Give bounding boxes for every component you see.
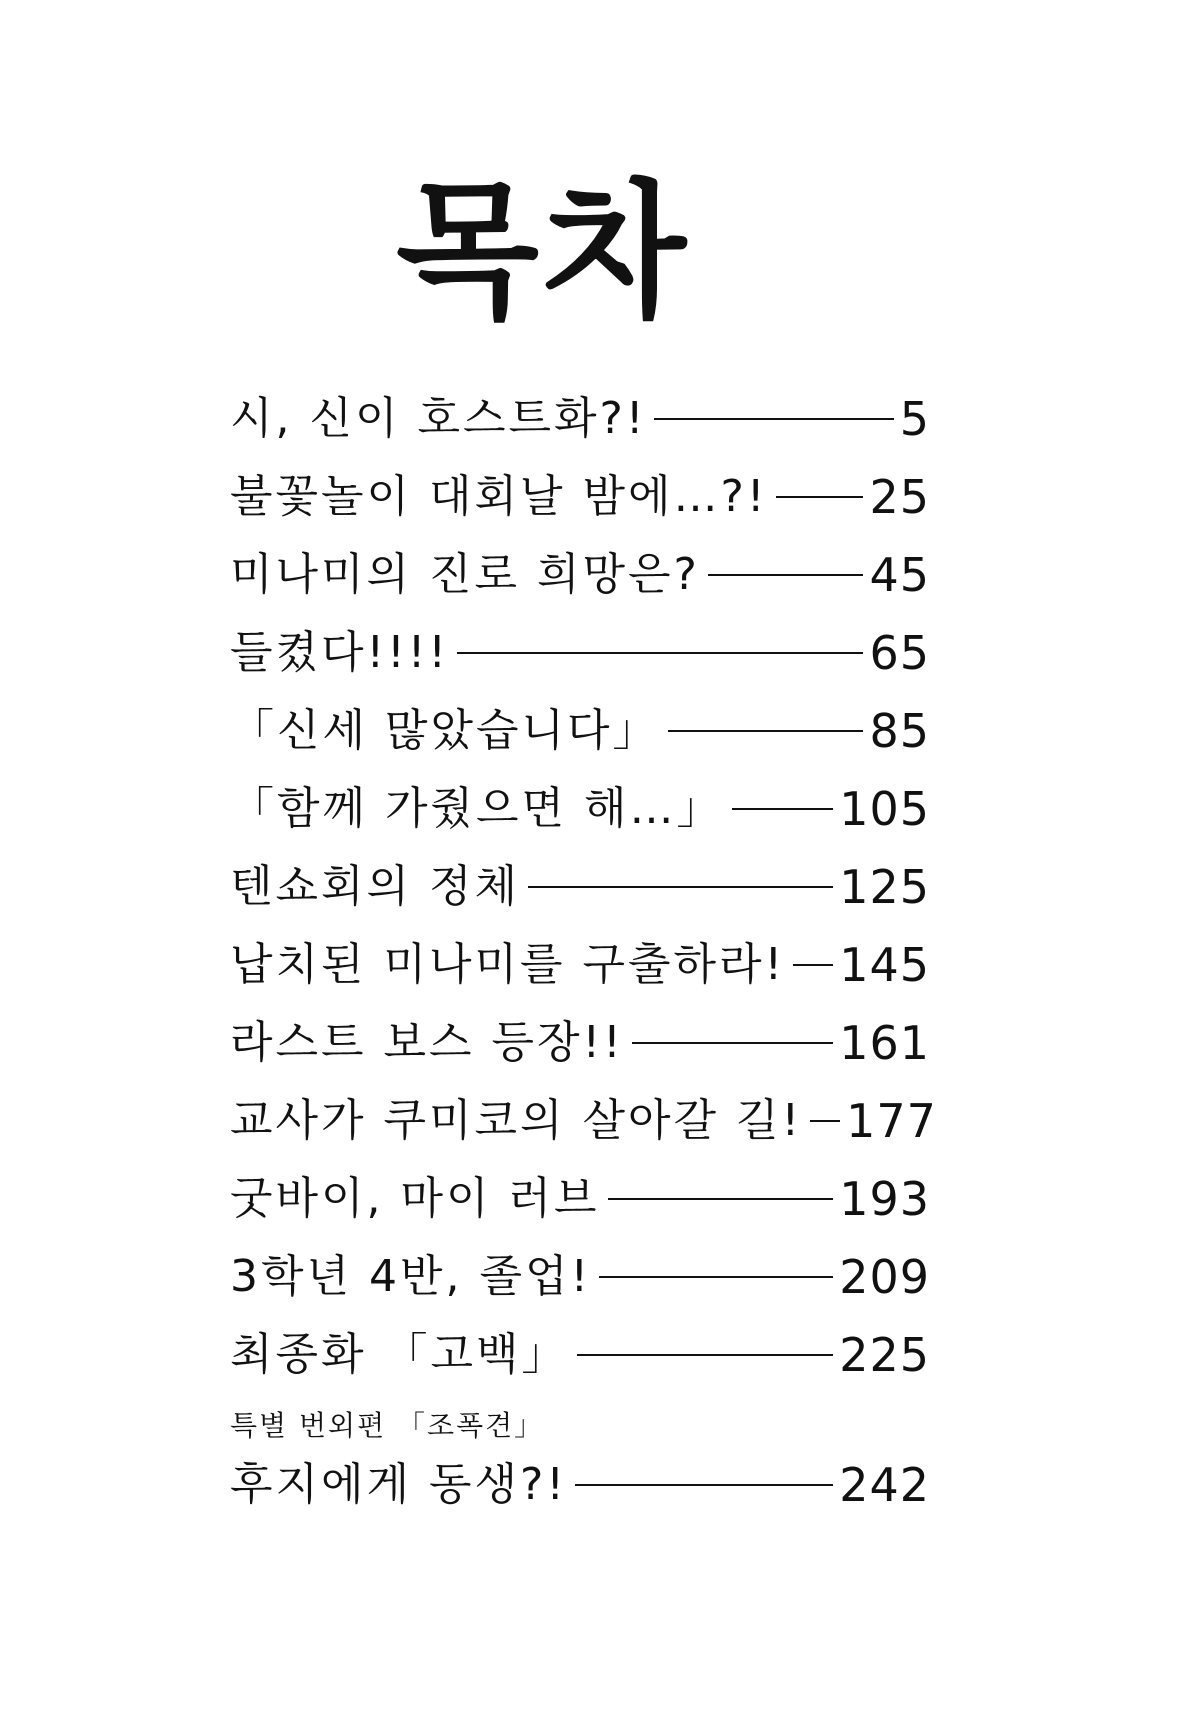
leader-line [668, 730, 864, 732]
leader-line [608, 1198, 834, 1200]
page-number: 45 [869, 548, 930, 602]
chapter-title: 들켰다!!!! [230, 627, 450, 678]
toc-entry[interactable] [230, 536, 930, 614]
page-number: 105 [839, 782, 930, 836]
chapter-title: 텐쇼회의 정체 [230, 861, 521, 912]
toc-entry[interactable] [230, 1082, 937, 1160]
leader-line [575, 1484, 833, 1486]
leader-line [732, 808, 834, 810]
page-number: 65 [869, 626, 930, 680]
toc-entry[interactable] [230, 614, 930, 692]
toc-entry[interactable] [230, 1004, 930, 1082]
page-number: 5 [899, 392, 930, 446]
chapter-title: 미나미의 진로 희망은? [230, 549, 700, 600]
leader-line [457, 652, 863, 654]
special-episode-label: 특별 번외편 「조폭견」 [230, 1409, 545, 1442]
page-number: 125 [839, 860, 930, 914]
page-number: 242 [839, 1458, 930, 1512]
leader-line [654, 418, 893, 420]
chapter-title: 「함께 가줬으면 해…」 [230, 783, 724, 834]
page-number: 161 [839, 1016, 930, 1070]
leader-line [793, 964, 833, 966]
toc-entry[interactable] [230, 380, 930, 458]
chapter-title: 굿바이, 마이 러브 [230, 1173, 600, 1224]
chapter-title: 불꽃놀이 대회날 밤에…?! [230, 471, 768, 522]
leader-line [599, 1276, 833, 1278]
chapter-title: 3학년 4반, 졸업! [230, 1251, 592, 1302]
toc-entry[interactable] [230, 926, 930, 1004]
page-title: 목차 [396, 166, 690, 338]
toc-entry[interactable] [230, 692, 930, 770]
page-number: 177 [846, 1094, 937, 1148]
chapter-title: 교사가 쿠미코의 살아갈 길! [230, 1095, 803, 1146]
page-number: 85 [869, 704, 930, 758]
toc-entry[interactable] [230, 1316, 930, 1394]
table-of-contents [230, 380, 937, 1524]
leader-line [577, 1354, 834, 1356]
chapter-title: 후지에게 동생?! [230, 1459, 568, 1510]
page-number: 209 [839, 1250, 930, 1304]
toc-entry[interactable] [230, 1238, 930, 1316]
chapter-title: 납치된 미나미를 구출하라! [230, 939, 786, 990]
toc-entry[interactable] [230, 770, 930, 848]
leader-line [528, 886, 833, 888]
chapter-title: 라스트 보스 등장!! [230, 1017, 624, 1068]
leader-line [776, 496, 864, 498]
chapter-title: 시, 신이 호스트화?! [230, 393, 647, 444]
toc-entry[interactable] [230, 458, 930, 536]
leader-line [632, 1042, 833, 1044]
page-number: 145 [839, 938, 930, 992]
chapter-title: 최종화 「고백」 [230, 1329, 569, 1380]
leader-line [810, 1120, 840, 1122]
toc-entry[interactable] [230, 848, 930, 926]
page-number: 193 [839, 1172, 930, 1226]
page-number: 225 [839, 1328, 930, 1382]
page-number: 25 [869, 470, 930, 524]
leader-line [708, 574, 864, 576]
toc-entry-special[interactable] [230, 1446, 930, 1524]
toc-entry[interactable] [230, 1160, 930, 1238]
chapter-title: 「신세 많았습니다」 [230, 705, 660, 756]
